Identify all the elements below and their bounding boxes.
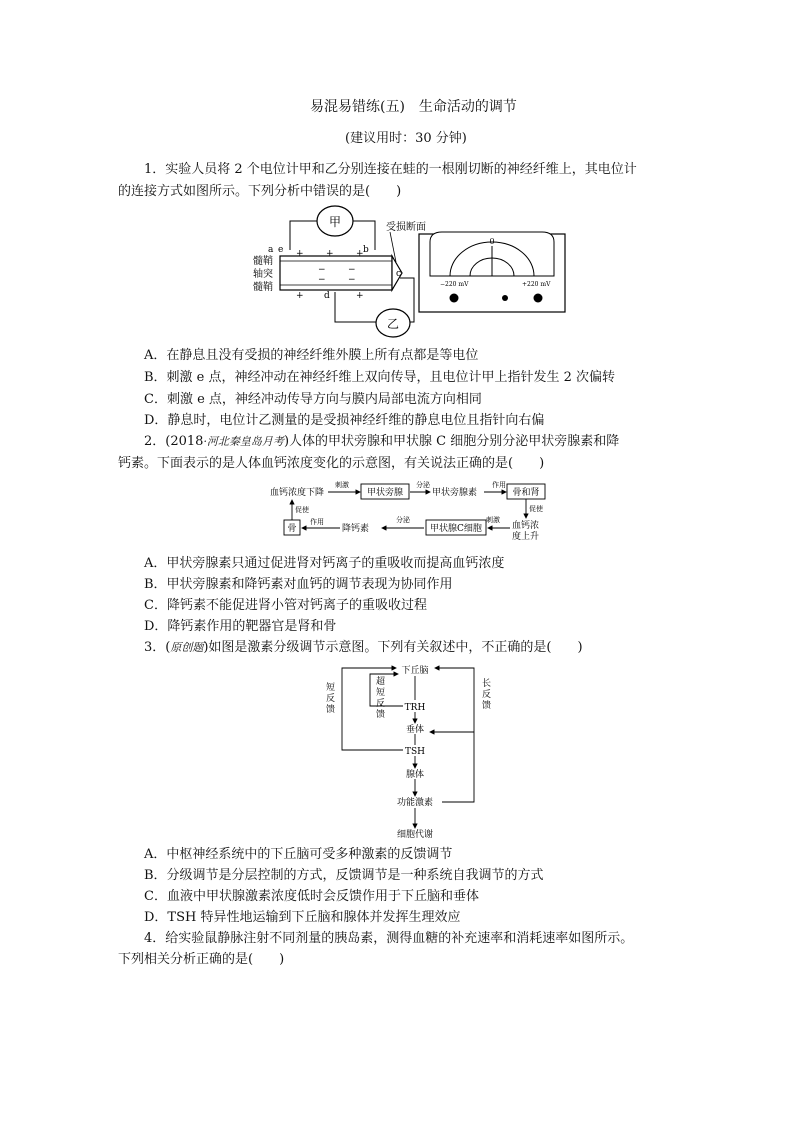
q3-option-c: C．血液中甲状腺激素浓度低时会反馈作用于下丘脑和垂体 [144,889,479,904]
label-sheath-top: 髓鞘 [253,256,273,267]
edge-stimulate1: 刺激 [335,481,349,489]
edge-promote1: 促使 [529,505,543,513]
meter-yi-label: 乙 [386,317,400,331]
dial-right-label: +220 mV [522,281,551,288]
label-short-fb-0: 短 [326,683,336,693]
q3-option-a: A．中枢神经系统中的下丘脑可受多种激素的反馈调节 [144,847,453,862]
charge-plus: + [356,249,364,259]
edge-act2: 作用 [310,518,324,526]
page-title: 易混易错练(五) 生命活动的调节 [310,99,517,115]
charge-minus: − [348,265,356,275]
q3-option-d: D．TSH 特异性地运输到下丘脑和腺体并发挥生理效应 [144,910,461,925]
suggested-time: (建议用时：30 分钟) [345,131,467,146]
label-ultra-fb-2: 反 [376,699,386,709]
point-c: c [396,269,402,279]
point-d: d [324,291,330,301]
edge-secrete1: 分泌 [416,481,430,489]
point-a: a [268,245,274,255]
node-bone: 骨 [287,524,297,534]
node-metabolism: 细胞代谢 [396,830,434,840]
charge-plus: + [326,249,334,259]
dial-zero: 0 [489,237,495,246]
node-thyroid-c: 甲状腺C细胞 [430,524,482,534]
label-short-fb-1: 反 [326,694,336,704]
node-trh: TRH [404,703,426,713]
q3-num: 3．( [144,640,171,655]
label-ultra-fb-0: 超 [376,677,386,687]
edge-stimulate2: 刺激 [486,516,500,524]
node-bone-kidney: 骨和肾 [512,488,540,498]
point-b: b [363,245,369,255]
q1-option-d: D．静息时，电位计乙测量的是受损神经纤维的静息电位且指针向右偏 [144,413,545,428]
label-ultra-fb-3: 馈 [376,710,386,720]
q1-option-c: C．刺激 e 点，神经冲动传导方向与膜内局部电流方向相同 [144,392,482,407]
q3-feedback-figure [318,660,504,844]
node-pituitary: 垂体 [405,725,425,735]
node-hormone: 功能激素 [396,798,434,808]
q1-stem-line1: 1．实验人员将 2 个电位计甲和乙分别连接在蛙的一根刚切断的神经纤维上，其电位计 [144,162,637,177]
charge-minus: − [318,265,326,275]
label-long-fb-0: 长 [482,679,492,689]
q2-source: ·河北秦皇岛月考 [203,435,284,448]
q2-stem-line2: 钙素。下面表示的是人体血钙浓度变化的示意图，有关说法正确的是( ) [118,456,545,471]
q1-option-b: B．刺激 e 点，神经冲动在神经纤维上双向传导，且电位计甲上指针发生 2 次偏转 [144,370,616,385]
charge-minus: − [318,275,326,285]
charge-plus: + [356,291,364,301]
q3-option-b: B．分级调节是分层控制的方式，反馈调节是一种系统自我调节的方式 [144,868,544,883]
q1-voltmeter-figure [418,228,568,314]
label-short-fb-2: 馈 [326,705,336,715]
node-ca-low: 血钙浓度下降 [270,488,325,498]
label-axon: 轴突 [253,269,273,280]
edge-secrete2: 分泌 [396,516,410,524]
q3-stem-rest: )如图是激素分级调节示意图。下列有关叙述中，不正确的是( ) [203,640,583,655]
damaged-face-label: 受损断面 [386,222,426,233]
q2-option-a: A．甲状旁腺素只通过促进肾对钙离子的重吸收而提高血钙浓度 [144,556,505,571]
label-long-fb-2: 馈 [482,701,492,711]
charge-plus: + [296,249,304,259]
node-parathyroid: 甲状旁腺 [366,488,404,498]
q2-num: 2．(2018 [144,434,204,449]
dial-left-label: −220 mV [440,281,469,288]
label-long-fb-1: 反 [482,690,492,700]
node-ca-high-2: 度上升 [512,532,540,542]
q2-option-c: C．降钙素不能促进肾小管对钙离子的重吸收过程 [144,598,427,613]
edge-promote2: 促使 [295,506,309,514]
q3-source: 原创题 [170,641,204,654]
node-gland: 腺体 [405,770,425,780]
q2-option-b: B．甲状旁腺素和降钙素对血钙的调节表现为协同作用 [144,577,453,592]
edge-act1: 作用 [492,481,506,489]
meter-jia-label: 甲 [328,215,342,229]
node-hypothalamus: 下丘脑 [401,666,429,676]
q2-stem-line1 [144,433,619,451]
q2-stem-rest: )人体的甲状旁腺和甲状腺 C 细胞分别分泌甲状旁腺素和降 [283,434,620,449]
q1-nerve-figure [250,200,426,340]
label-ultra-fb-1: 短 [376,688,386,698]
node-calcitonin: 降钙素 [342,524,370,534]
node-ca-high-1: 血钙浓 [512,521,540,531]
node-pth: 甲状旁腺素 [432,488,478,498]
q2-option-d: D．降钙素作用的靶器官是肾和骨 [144,619,337,634]
q1-option-a: A．在静息且没有受损的神经纤维外膜上所有点都是等电位 [144,348,479,363]
charge-plus: + [296,291,304,301]
label-sheath-bottom: 髓鞘 [253,282,273,293]
point-e: e [278,245,284,255]
q2-calcium-figure [268,478,560,544]
node-tsh: TSH [404,747,426,757]
q4-stem-line1: 4．给实验鼠静脉注射不同剂量的胰岛素，测得血糖的补充速率和消耗速率如图所示。 [144,931,634,946]
q3-stem [144,639,583,657]
q4-stem-line2: 下列相关分析正确的是( ) [118,952,285,967]
q1-stem-line2: 的连接方式如图所示。下列分析中错误的是( ) [118,184,402,199]
charge-minus: − [348,275,356,285]
